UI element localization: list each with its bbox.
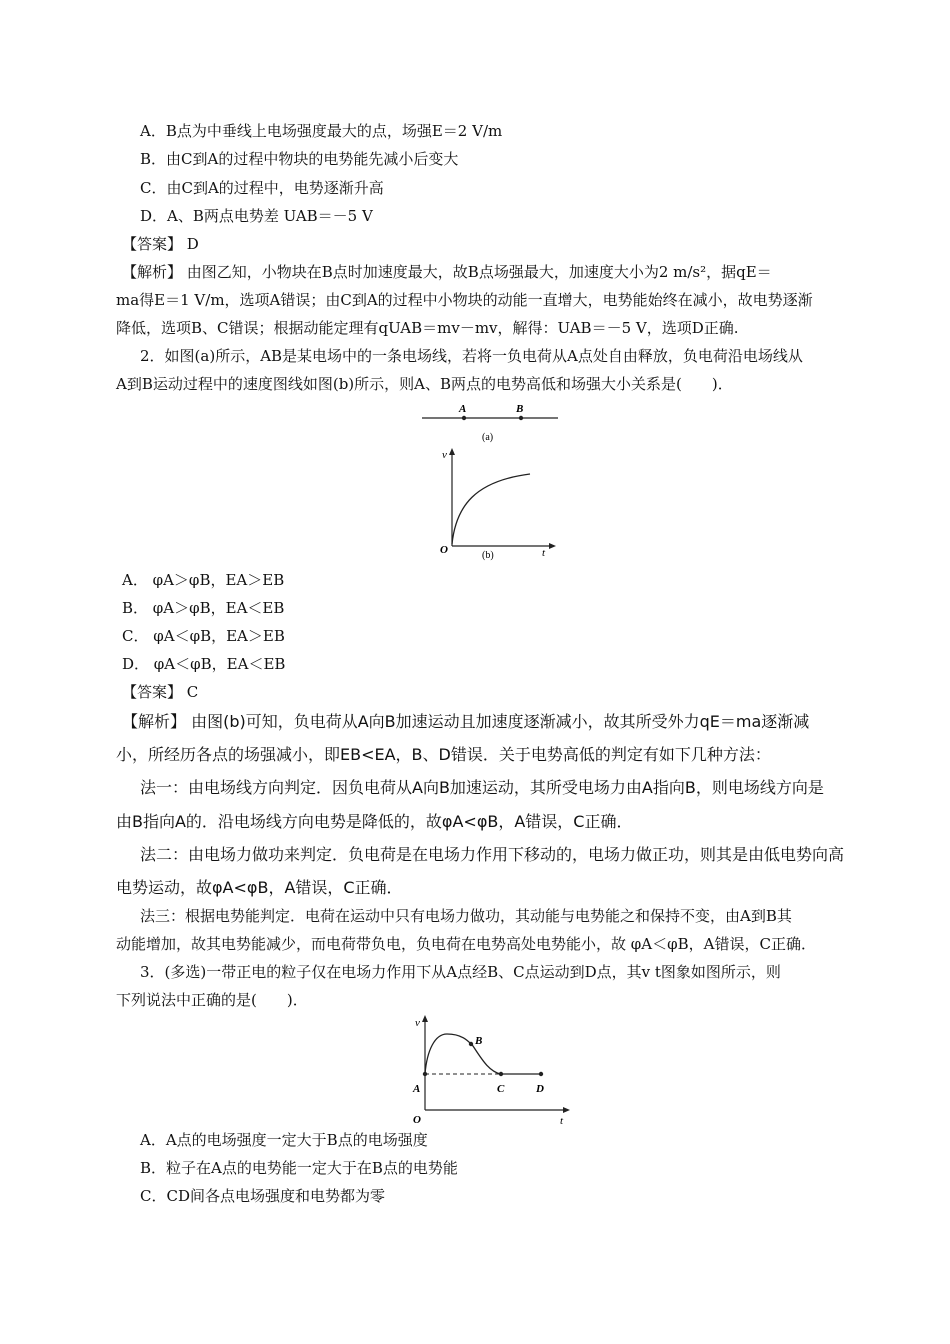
q2-answer: 【答案】 C: [122, 683, 199, 701]
origin-label: O: [413, 1114, 421, 1126]
q3-option-a: A．A点的电场强度一定大于B点的电场强度: [140, 1131, 428, 1149]
t-axis-arrow-icon: [563, 1107, 570, 1113]
t-axis-label: t: [542, 547, 546, 559]
v-axis-arrow-icon: [422, 1015, 428, 1022]
q1-option-b: B．由C到A的过程中物块的电势能先减小后变大: [140, 150, 459, 168]
q1-option-c: C．由C到A的过程中，电势逐渐升高: [140, 179, 384, 197]
q2-figure-a: [420, 400, 560, 446]
point-b-dot: [469, 1042, 473, 1046]
point-a-dot: [423, 1072, 427, 1076]
t-axis-label: t: [560, 1115, 564, 1127]
velocity-curve: [425, 1034, 541, 1074]
q3-option-c: C．CD间各点电场强度和电势都为零: [140, 1187, 385, 1205]
q3-stem-line-1: 3．(多选)一带正电的粒子仅在电场力作用下从A点经B、C点运动到D点，其v t图象如图所示，则: [140, 963, 781, 981]
point-d-dot: [539, 1072, 543, 1076]
q2-method-2-line-2: 电势运动，故φA<φB，A错误，C正确．: [116, 878, 403, 897]
q3-option-b: B．粒子在A点的电势能一定大于在B点的电势能: [140, 1159, 458, 1177]
point-b-label: B: [516, 403, 524, 415]
q2-option-a: A． φA＞φB，EA＞EB: [122, 571, 285, 589]
origin-label: O: [440, 544, 448, 556]
q2-figure-b: [430, 446, 560, 564]
v-axis-label: v: [442, 449, 447, 461]
q1-analysis-line-3: 降低，选项B、C错误；根据动能定理有qUAB＝mv－mv，解得：UAB＝－5 V，选项D正确.: [116, 319, 739, 337]
q2-stem-line-1: 2．如图(a)所示，AB是某电场中的一条电场线，若将一负电荷从A点处自由释放，负电荷沿电场线从: [140, 347, 803, 365]
q2-option-d: D． φA＜φB，EA＜EB: [122, 655, 286, 673]
point-d-label: D: [536, 1083, 544, 1095]
point-b-label: B: [475, 1035, 483, 1047]
q2-option-b: B． φA＞φB，EA＜EB: [122, 599, 285, 617]
point-c-dot: [499, 1072, 503, 1076]
q2-method-3-line-1: 法三：根据电势能判定．电荷在运动中只有电场力做功，其动能与电势能之和保持不变，由A到B其: [140, 907, 792, 925]
q2-method-1-line-1: 法一：由电场线方向判定．因负电荷从A向B加速运动，其所受电场力由A指向B，则电场线方向是: [140, 778, 824, 797]
q3-stem-line-2: 下列说法中正确的是( )．: [116, 991, 308, 1009]
q2-method-2-line-1: 法二：由电场力做功来判定．负电荷是在电场力作用下移动的，电场力做正功，则其是由低电势向高: [140, 845, 845, 864]
q1-analysis-line-1: 【解析】 由图乙知，小物块在B点时加速度最大，故B点场强最大，加速度大小为2 m/s²，据qE＝: [122, 263, 772, 281]
figure-a-caption: (a): [482, 432, 494, 443]
point-a-label: A: [459, 403, 467, 415]
q2-method-3-line-2: 动能增加，故其电势能减少，而电荷带负电，负电荷在电势高处电势能小，故 φA＜φB，A错误，C正确．: [116, 935, 816, 953]
point-b-dot: [519, 416, 523, 420]
q3-vt-figure: [405, 1012, 575, 1130]
point-a-dot: [462, 416, 466, 420]
q2-option-c: C． φA＜φB，EA＞EB: [122, 627, 285, 645]
q1-analysis-line-2: ma得E＝1 V/m，选项A错误；由C到A的过程中小物块的动能一直增大，电势能始终在减小，故电势逐渐: [116, 291, 813, 309]
point-c-label: C: [497, 1083, 505, 1095]
q1-answer: 【答案】 D: [122, 235, 199, 253]
q2-analysis-line-1: 【解析】 由图(b)可知，负电荷从A向B加速运动且加速度逐渐减小，故其所受外力qE＝ma逐渐减: [122, 712, 810, 731]
point-a-label: A: [413, 1083, 421, 1095]
q2-analysis-line-2: 小，所经历各点的场强减小，即EB<EA，B、D错误．关于电势高低的判定有如下几种方法：: [116, 745, 771, 764]
q1-option-d: D．A、B两点电势差 UAB＝－5 V: [140, 207, 373, 225]
q2-stem-line-2: A到B运动过程中的速度图线如图(b)所示，则A、B两点的电势高低和场强大小关系是( )．: [116, 375, 733, 393]
figure-b-caption: (b): [482, 550, 494, 561]
velocity-curve: [452, 474, 530, 544]
v-axis-arrow-icon: [449, 448, 455, 455]
q2-method-1-line-2: 由B指向A的．沿电场线方向电势是降低的，故φA<φB，A错误，C正确．: [116, 812, 633, 831]
t-axis-arrow-icon: [549, 543, 556, 549]
v-axis-label: v: [415, 1017, 420, 1029]
q1-option-a: A．B点为中垂线上电场强度最大的点，场强E＝2 V/m: [140, 122, 503, 140]
